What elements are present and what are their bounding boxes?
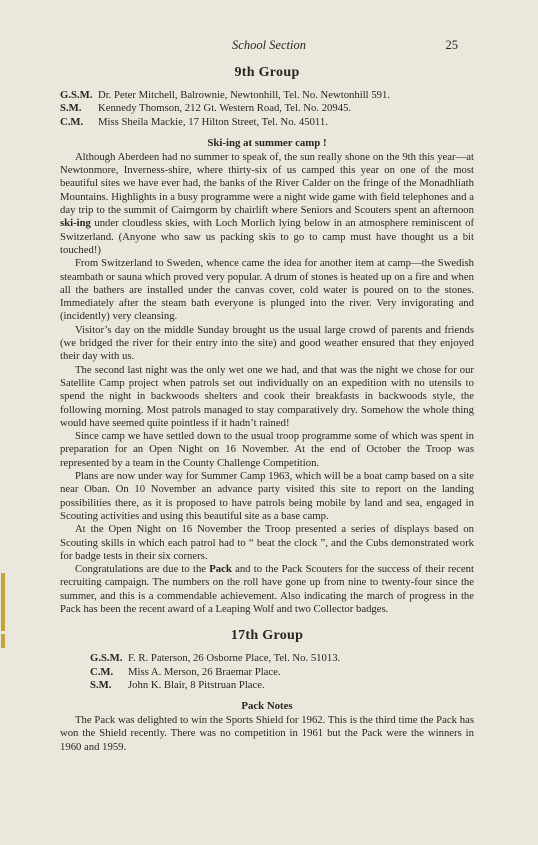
emphasis-text: Pack — [209, 563, 232, 576]
roster-row — [90, 666, 474, 679]
paragraph: The second last night was the only wet one we had, and that was the night we chose for our Satellite Camp project when patrols set out individually on an expedition with no utensils to spend the night in backwoods shelters and cook their breakfasts in backwoods style, the following morning. Most patrols managed to stay comparatively dry. Somehow the whole thing would have seemed quite pointless if it hadn’t rained! — [60, 363, 474, 429]
roster-text: Dr. Peter Mitchell, Balrownie, Newtonhill, Tel. No. Newtonhill 591. — [98, 89, 391, 101]
margin-mark — [1, 573, 5, 631]
roster-row — [90, 652, 474, 665]
paragraph — [60, 151, 474, 257]
group-9-title: 9th Group — [234, 65, 300, 80]
group-17-title: 17th Group — [230, 628, 304, 644]
roster-role: S.M. — [60, 102, 82, 115]
roster-role: C.M. — [90, 665, 114, 678]
roster-text: Kennedy Thomson, 212 Gt. Western Road, Tel. No. 20945. — [98, 102, 352, 115]
paragraph-text: Congratulations are due to the — [74, 563, 210, 576]
page-content — [60, 64, 474, 754]
roster-role: S.M. — [90, 678, 112, 691]
paragraph: Plans are now under way for Summer Camp 1963, which will be a boat camp based on a site near Oban. On 10 November an advance party visited this site to report on the landing possibilities there, as it is proposed to have patrols being mobile by land and sea, engaged in Scouting activities and using this beautiful site as a base camp. — [60, 470, 474, 522]
group-17-roster — [90, 652, 474, 692]
roster-text: John K. Blair, 8 Pitstruan Place. — [128, 678, 265, 691]
paragraph: Since camp we have settled down to the usual troop programme some of which was spent in preparation for an Open Night on 16 November. At the end of October the Troop was represented by a team in the County Challenge Competition. — [60, 430, 474, 469]
roster-row — [90, 679, 474, 692]
paragraph: The Pack was delighted to win the Sports Shield for 1962. This is the third time the Pack has won the Shield recently. There was no competition in 1961 but the Pack were the winners in 1960 and 1959. — [60, 714, 474, 753]
group-9-roster — [60, 89, 474, 129]
roster-role: G.S.M. — [60, 89, 93, 101]
roster-text: Miss A. Merson, 26 Braemar Place. — [128, 665, 281, 678]
paragraph: From Switzerland to Sweden, whence came the idea for another item at camp—the Swedish steambath or sauna which proved very popular. A drum of stones is heated up on a fire and when all the bathers are installed under the canvas cover, cold water is poured on to the stones. Immediately after the steam bath everyone is plunged into the river. Very invigorating and (incidently) very cleansing. — [60, 257, 474, 323]
running-title: School Section — [232, 38, 306, 52]
group-9-section — [60, 64, 474, 616]
margin-mark — [1, 634, 5, 648]
roster-role: C.M. — [60, 115, 84, 128]
paragraph-text: under cloudless skies, with Loch Morlich lying below in an atmosphere reminiscent of Switzerland. (Anyone who saw us packing skis to go to camp must have thought us a bit touched!) — [60, 217, 474, 256]
paragraph — [60, 563, 474, 616]
paragraph-text: Although Aberdeen had no summer to speak of, the sun really shone on the 9th this year—at Newtonmore, Inverness-shire, where thirty-six of us camped this year on one of the most beautiful sites we have ever had, the banks of the River Calder on the fringe of the Monadhliath Mountains. Highlights in a busy programme were a night wide game with field telephones and a day trip to the summit of Cairngorm by chairlift where Seniors and Scouters spent an afternoon — [60, 150, 474, 217]
roster-row — [60, 116, 474, 129]
paragraph: Visitor’s day on the middle Sunday brought us the usual large crowd of parents and friends (we bridged the river for their entry into the site) and good weather ensured that they enjoyed their day with us. — [60, 323, 474, 363]
emphasis-text: ski-ing — [60, 217, 91, 230]
roster-role: G.S.M. — [90, 652, 123, 665]
roster-text: Miss Sheila Mackie, 17 Hilton Street, Tel. No. 45011. — [98, 115, 328, 128]
group-9-subtitle: Ski-ing at summer camp ! — [207, 136, 327, 149]
paragraph-text: and to the Pack Scouters for the success of their recent recruiting campaign. The numbers on the roll have gone up from nine to twenty-four since the summer, and this is a commendable achievement. Also indicating the march of progress in the Pack has been the recent award of a Leaping Wolf and two Collector badges. — [60, 563, 474, 615]
roster-row — [60, 102, 474, 115]
roster-text: F. R. Paterson, 26 Osborne Place, Tel. No. 51013. — [128, 652, 341, 665]
roster-row — [60, 89, 474, 102]
page-number: 25 — [445, 38, 458, 52]
group-17-section — [60, 627, 474, 754]
paragraph: At the Open Night on 16 November the Troop presented a series of displays based on Scouting skills in which each patrol had to “ beat the clock ”, and the Cubs demonstrated work for badge tests in their six corners. — [60, 523, 474, 562]
group-17-subtitle: Pack Notes — [241, 700, 293, 713]
